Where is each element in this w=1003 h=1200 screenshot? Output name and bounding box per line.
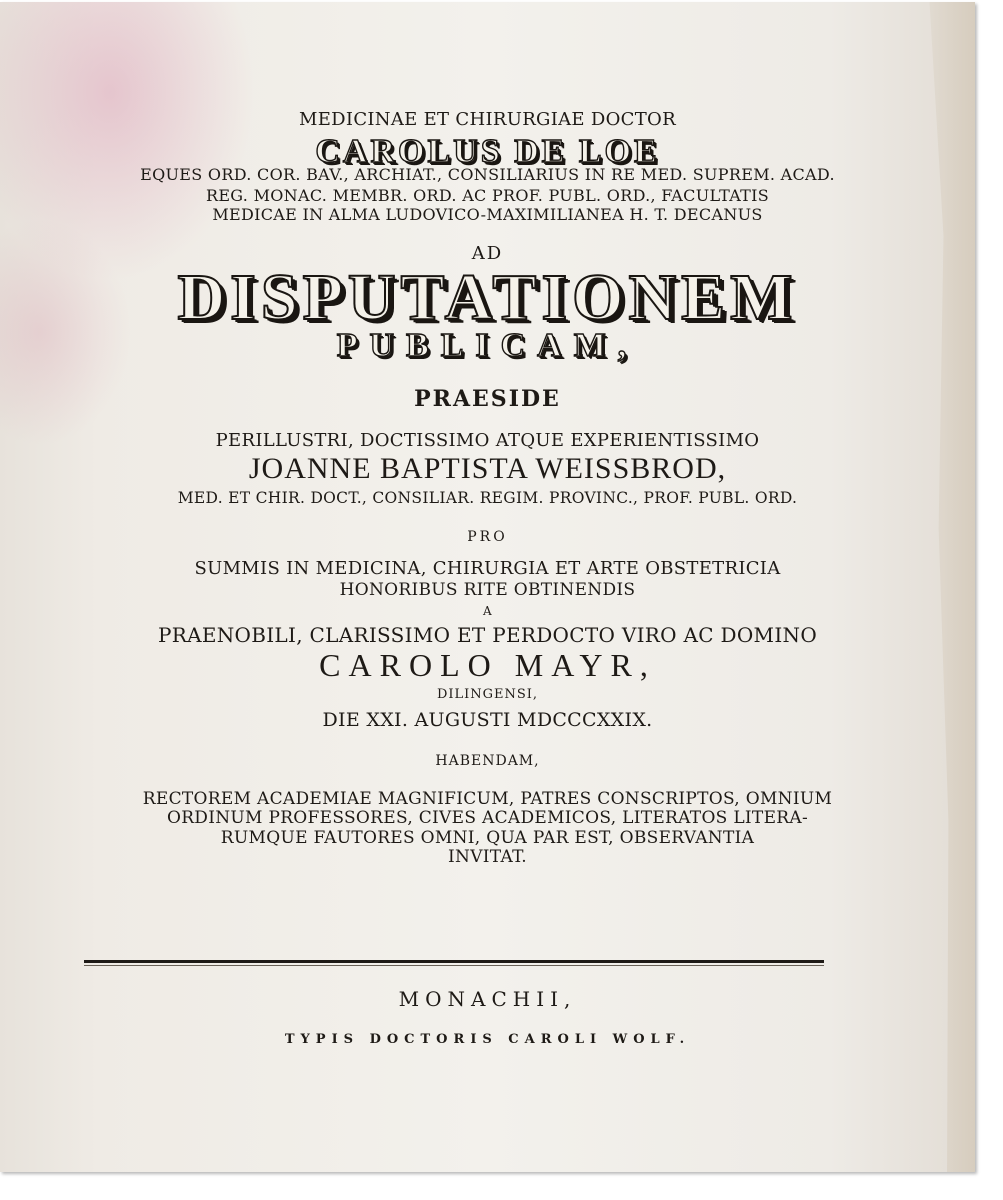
invitation-line-2: ORDINUM PROFESSORES, CIVES ACADEMICOS, LITERATOS LITERA- [166, 808, 809, 828]
summis-line: SUMMIS IN MEDICINA, CHIRURGIA ET ARTE OBSTETRICIA [194, 558, 781, 579]
ad-line: AD [471, 243, 504, 264]
author-title-line-3: MEDICAE IN ALMA LUDOVICO-MAXIMILIANEA H. T. DECANUS [212, 205, 763, 224]
invitation-line-1: RECTOREM ACADEMIAE MAGNIFICUM, PATRES CONSCRIPTOS, OMNIUM [142, 789, 833, 809]
main-title: DISPUTATIONEM [177, 261, 798, 334]
date-line: DIE XXI. AUGUSTI MDCCCXXIX. [322, 709, 653, 731]
a-line: A [483, 604, 492, 618]
divider-rule-thin [84, 965, 824, 966]
imprint-place: MONACHII, [398, 987, 577, 1011]
header-line: MEDICINAE ET CHIRURGIAE DOCTOR [299, 109, 676, 130]
author-name: CAROLUS DE LOE [315, 133, 660, 170]
invitation-line-4: INVITAT. [448, 847, 527, 867]
author-title-line-2: REG. MONAC. MEMBR. ORD. AC PROF. PUBL. ORD., FACULTATIS [205, 186, 770, 205]
candidate-name: CAROLO MAYR, [319, 647, 656, 683]
honoribus-line: HONORIBUS RITE OBTINENDIS [339, 580, 636, 600]
praeses-title: MED. ET CHIR. DOCT., CONSILIAR. REGIM. PROVINC., PROF. PUBL. ORD. [177, 489, 798, 507]
divider-rule [84, 960, 824, 963]
invitation-line-3: RUMQUE FAUTORES OMNI, QUA PAR EST, OBSERVANTIA [220, 828, 755, 848]
author-title-line-1: EQUES ORD. COR. BAV., ARCHIAT., CONSILIARIUS IN RE MED. SUPREM. ACAD. [140, 165, 835, 184]
perillustri-line: PERILLUSTRI, DOCTISSIMO ATQUE EXPERIENTISSIMO [215, 430, 760, 451]
document-page [0, 2, 975, 1172]
subtitle: PUBLICAM, [336, 327, 639, 364]
praeses-name: JOANNE BAPTISTA WEISSBROD, [248, 452, 727, 485]
habendam-line: HABENDAM, [435, 753, 540, 769]
praenobili-line: PRAENOBILI, CLARISSIMO ET PERDOCTO VIRO AC DOMINO [157, 623, 818, 647]
imprint-printer: TYPIS DOCTORIS CAROLI WOLF. [284, 1032, 691, 1047]
pro-line: PRO [467, 529, 508, 545]
praeside-line: PRAESIDE [414, 386, 561, 412]
dilingensi-line: DILINGENSI, [436, 687, 539, 702]
